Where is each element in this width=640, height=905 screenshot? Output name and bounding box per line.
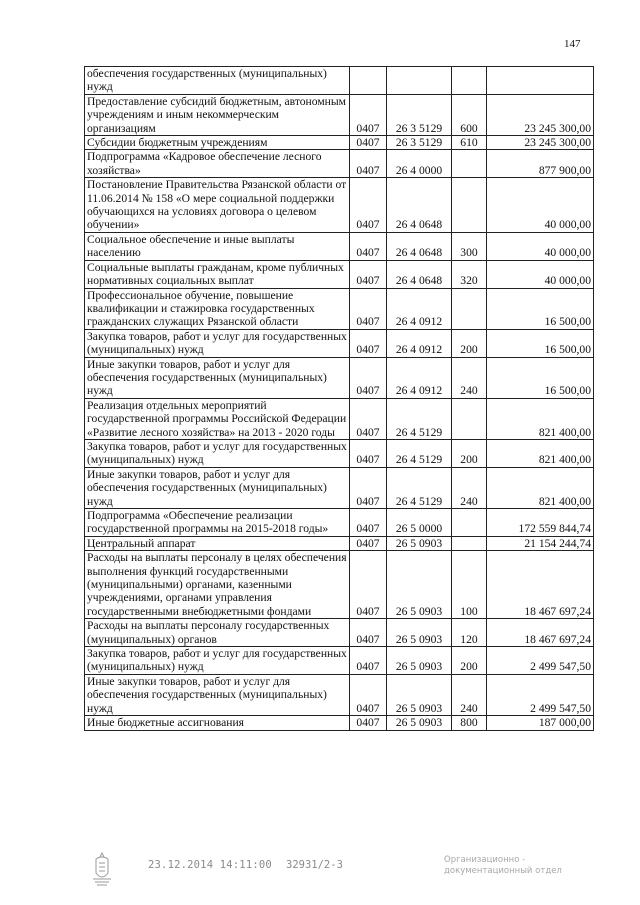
section-code-cell: 0407 xyxy=(350,288,387,329)
amount-cell: 821 400,00 xyxy=(487,439,594,467)
amount-cell: 18 467 697,24 xyxy=(487,619,594,647)
section-code-cell: 0407 xyxy=(350,716,387,730)
section-code-cell: 0407 xyxy=(350,619,387,647)
table-row xyxy=(85,674,594,715)
amount-cell: 23 245 300,00 xyxy=(487,136,594,150)
table-row xyxy=(85,329,594,357)
table-row xyxy=(85,551,594,619)
expense-name-cell: Профессиональное обучение, повышение квалификации и стажировка государственных гражданских служащих Рязанской области xyxy=(85,288,350,329)
section-code-cell: 0407 xyxy=(350,509,387,537)
expense-type-code-cell: 200 xyxy=(452,439,487,467)
expense-type-code-cell xyxy=(452,288,487,329)
section-code-cell: 0407 xyxy=(350,150,387,178)
amount-cell: 16 500,00 xyxy=(487,288,594,329)
section-code-cell: 0407 xyxy=(350,647,387,675)
section-code-cell: 0407 xyxy=(350,136,387,150)
amount-cell: 18 467 697,24 xyxy=(487,551,594,619)
section-code-cell: 0407 xyxy=(350,551,387,619)
target-article-code-cell: 26 4 0648 xyxy=(387,232,452,260)
expense-type-code-cell: 200 xyxy=(452,647,487,675)
expense-type-code-cell: 600 xyxy=(452,94,487,135)
expense-name-cell: Закупка товаров, работ и услуг для государственных (муниципальных) нужд xyxy=(85,647,350,675)
section-code-cell: 0407 xyxy=(350,357,387,398)
stamp-line-2: документационный отдел xyxy=(444,866,562,876)
department-stamp xyxy=(444,855,594,877)
page-number: 147 xyxy=(564,38,581,50)
footer-timestamp: 23.12.2014 14:11:00 xyxy=(148,859,272,871)
section-code-cell: 0407 xyxy=(350,329,387,357)
stamp-line-1: Организационно - xyxy=(444,855,526,865)
target-article-code-cell: 26 5 0903 xyxy=(387,647,452,675)
expense-name-cell: Социальное обеспечение и иные выплаты населению xyxy=(85,232,350,260)
expense-name-cell: Центральный аппарат xyxy=(85,536,350,550)
expense-type-code-cell: 300 xyxy=(452,232,487,260)
table-row xyxy=(85,94,594,135)
expense-name-cell: Подпрограмма «Обеспечение реализации государственной программы на 2015-2018 годы» xyxy=(85,509,350,537)
section-code-cell: 0407 xyxy=(350,439,387,467)
expense-type-code-cell xyxy=(452,509,487,537)
expense-type-code-cell xyxy=(452,150,487,178)
target-article-code-cell: 26 5 0903 xyxy=(387,551,452,619)
table-row xyxy=(85,357,594,398)
target-article-code-cell: 26 5 0903 xyxy=(387,716,452,730)
expense-name-cell: Подпрограмма «Кадровое обеспечение лесного хозяйства» xyxy=(85,150,350,178)
table-row xyxy=(85,67,594,95)
table-row xyxy=(85,136,594,150)
footer-document-id: 32931/2-3 xyxy=(286,859,343,871)
table-row xyxy=(85,467,594,508)
expense-name-cell: Иные закупки товаров, работ и услуг для обеспечения государственных (муниципальных) нужд xyxy=(85,357,350,398)
amount-cell: 821 400,00 xyxy=(487,398,594,439)
expense-name-cell: Иные бюджетные ассигнования xyxy=(85,716,350,730)
budget-table-body xyxy=(85,67,594,731)
target-article-code-cell: 26 4 0912 xyxy=(387,357,452,398)
table-row xyxy=(85,398,594,439)
amount-cell: 187 000,00 xyxy=(487,716,594,730)
expense-type-code-cell: 610 xyxy=(452,136,487,150)
budget-table xyxy=(84,66,594,731)
target-article-code-cell: 26 5 0903 xyxy=(387,674,452,715)
section-code-cell: 0407 xyxy=(350,536,387,550)
section-code-cell: 0407 xyxy=(350,232,387,260)
expense-name-cell: Социальные выплаты гражданам, кроме публичных нормативных социальных выплат xyxy=(85,260,350,288)
target-article-code-cell: 26 5 0903 xyxy=(387,536,452,550)
amount-cell: 16 500,00 xyxy=(487,357,594,398)
table-row xyxy=(85,150,594,178)
target-article-code-cell: 26 4 0648 xyxy=(387,260,452,288)
target-article-code-cell: 26 4 5129 xyxy=(387,439,452,467)
expense-name-cell: Закупка товаров, работ и услуг для государственных (муниципальных) нужд xyxy=(85,329,350,357)
target-article-code-cell: 26 4 0000 xyxy=(387,150,452,178)
amount-cell xyxy=(487,67,594,95)
section-code-cell xyxy=(350,67,387,95)
expense-type-code-cell xyxy=(452,178,487,233)
table-row xyxy=(85,260,594,288)
expense-name-cell: Субсидии бюджетным учреждениям xyxy=(85,136,350,150)
amount-cell: 16 500,00 xyxy=(487,329,594,357)
amount-cell: 172 559 844,74 xyxy=(487,509,594,537)
expense-type-code-cell: 200 xyxy=(452,329,487,357)
amount-cell: 2 499 547,50 xyxy=(487,674,594,715)
table-row xyxy=(85,619,594,647)
section-code-cell: 0407 xyxy=(350,674,387,715)
expense-name-cell: Предоставление субсидий бюджетным, автономным учреждениям и иным некоммерческим организациям xyxy=(85,94,350,135)
target-article-code-cell: 26 4 5129 xyxy=(387,467,452,508)
amount-cell: 21 154 244,74 xyxy=(487,536,594,550)
expense-name-cell: Постановление Правительства Рязанской области от 11.06.2014 № 158 «О мере социальной поддержки обучающихся на условиях договора о целевом обучении» xyxy=(85,178,350,233)
expense-type-code-cell: 240 xyxy=(452,467,487,508)
expense-name-cell: Расходы на выплаты персоналу в целях обеспечения выполнения функций государственными (муниципальными) органами, казенными учреждениями, органами управления государственными внебюджетными фондами xyxy=(85,551,350,619)
amount-cell: 877 900,00 xyxy=(487,150,594,178)
target-article-code-cell: 26 4 0648 xyxy=(387,178,452,233)
expense-type-code-cell xyxy=(452,536,487,550)
target-article-code-cell: 26 3 5129 xyxy=(387,94,452,135)
expense-type-code-cell: 800 xyxy=(452,716,487,730)
expense-name-cell: Иные закупки товаров, работ и услуг для обеспечения государственных (муниципальных) нужд xyxy=(85,674,350,715)
section-code-cell: 0407 xyxy=(350,398,387,439)
table-row xyxy=(85,716,594,730)
table-row xyxy=(85,647,594,675)
table-row xyxy=(85,509,594,537)
table-row xyxy=(85,439,594,467)
coat-of-arms-seal xyxy=(90,851,114,887)
section-code-cell: 0407 xyxy=(350,467,387,508)
target-article-code-cell: 26 5 0000 xyxy=(387,509,452,537)
section-code-cell: 0407 xyxy=(350,260,387,288)
amount-cell: 40 000,00 xyxy=(487,232,594,260)
section-code-cell: 0407 xyxy=(350,94,387,135)
expense-type-code-cell xyxy=(452,67,487,95)
amount-cell: 40 000,00 xyxy=(487,260,594,288)
expense-type-code-cell: 240 xyxy=(452,674,487,715)
expense-name-cell: Закупка товаров, работ и услуг для государственных (муниципальных) нужд xyxy=(85,439,350,467)
amount-cell: 2 499 547,50 xyxy=(487,647,594,675)
table-row xyxy=(85,536,594,550)
target-article-code-cell: 26 4 5129 xyxy=(387,398,452,439)
expense-type-code-cell: 100 xyxy=(452,551,487,619)
amount-cell: 40 000,00 xyxy=(487,178,594,233)
amount-cell: 821 400,00 xyxy=(487,467,594,508)
expense-type-code-cell xyxy=(452,398,487,439)
expense-name-cell: Иные закупки товаров, работ и услуг для обеспечения государственных (муниципальных) нужд xyxy=(85,467,350,508)
target-article-code-cell: 26 4 0912 xyxy=(387,288,452,329)
expense-name-cell: обеспечения государственных (муниципальных) нужд xyxy=(85,67,350,95)
target-article-code-cell: 26 5 0903 xyxy=(387,619,452,647)
expense-type-code-cell: 120 xyxy=(452,619,487,647)
expense-type-code-cell: 240 xyxy=(452,357,487,398)
target-article-code-cell xyxy=(387,67,452,95)
expense-name-cell: Реализация отдельных мероприятий государственной программы Российской Федерации «Развитие лесного хозяйства» на 2013 - 2020 годы xyxy=(85,398,350,439)
expense-type-code-cell: 320 xyxy=(452,260,487,288)
target-article-code-cell: 26 3 5129 xyxy=(387,136,452,150)
section-code-cell: 0407 xyxy=(350,178,387,233)
document-footer xyxy=(0,855,640,895)
amount-cell: 23 245 300,00 xyxy=(487,94,594,135)
table-row xyxy=(85,232,594,260)
target-article-code-cell: 26 4 0912 xyxy=(387,329,452,357)
table-row xyxy=(85,178,594,233)
table-row xyxy=(85,288,594,329)
expense-name-cell: Расходы на выплаты персоналу государственных (муниципальных) органов xyxy=(85,619,350,647)
